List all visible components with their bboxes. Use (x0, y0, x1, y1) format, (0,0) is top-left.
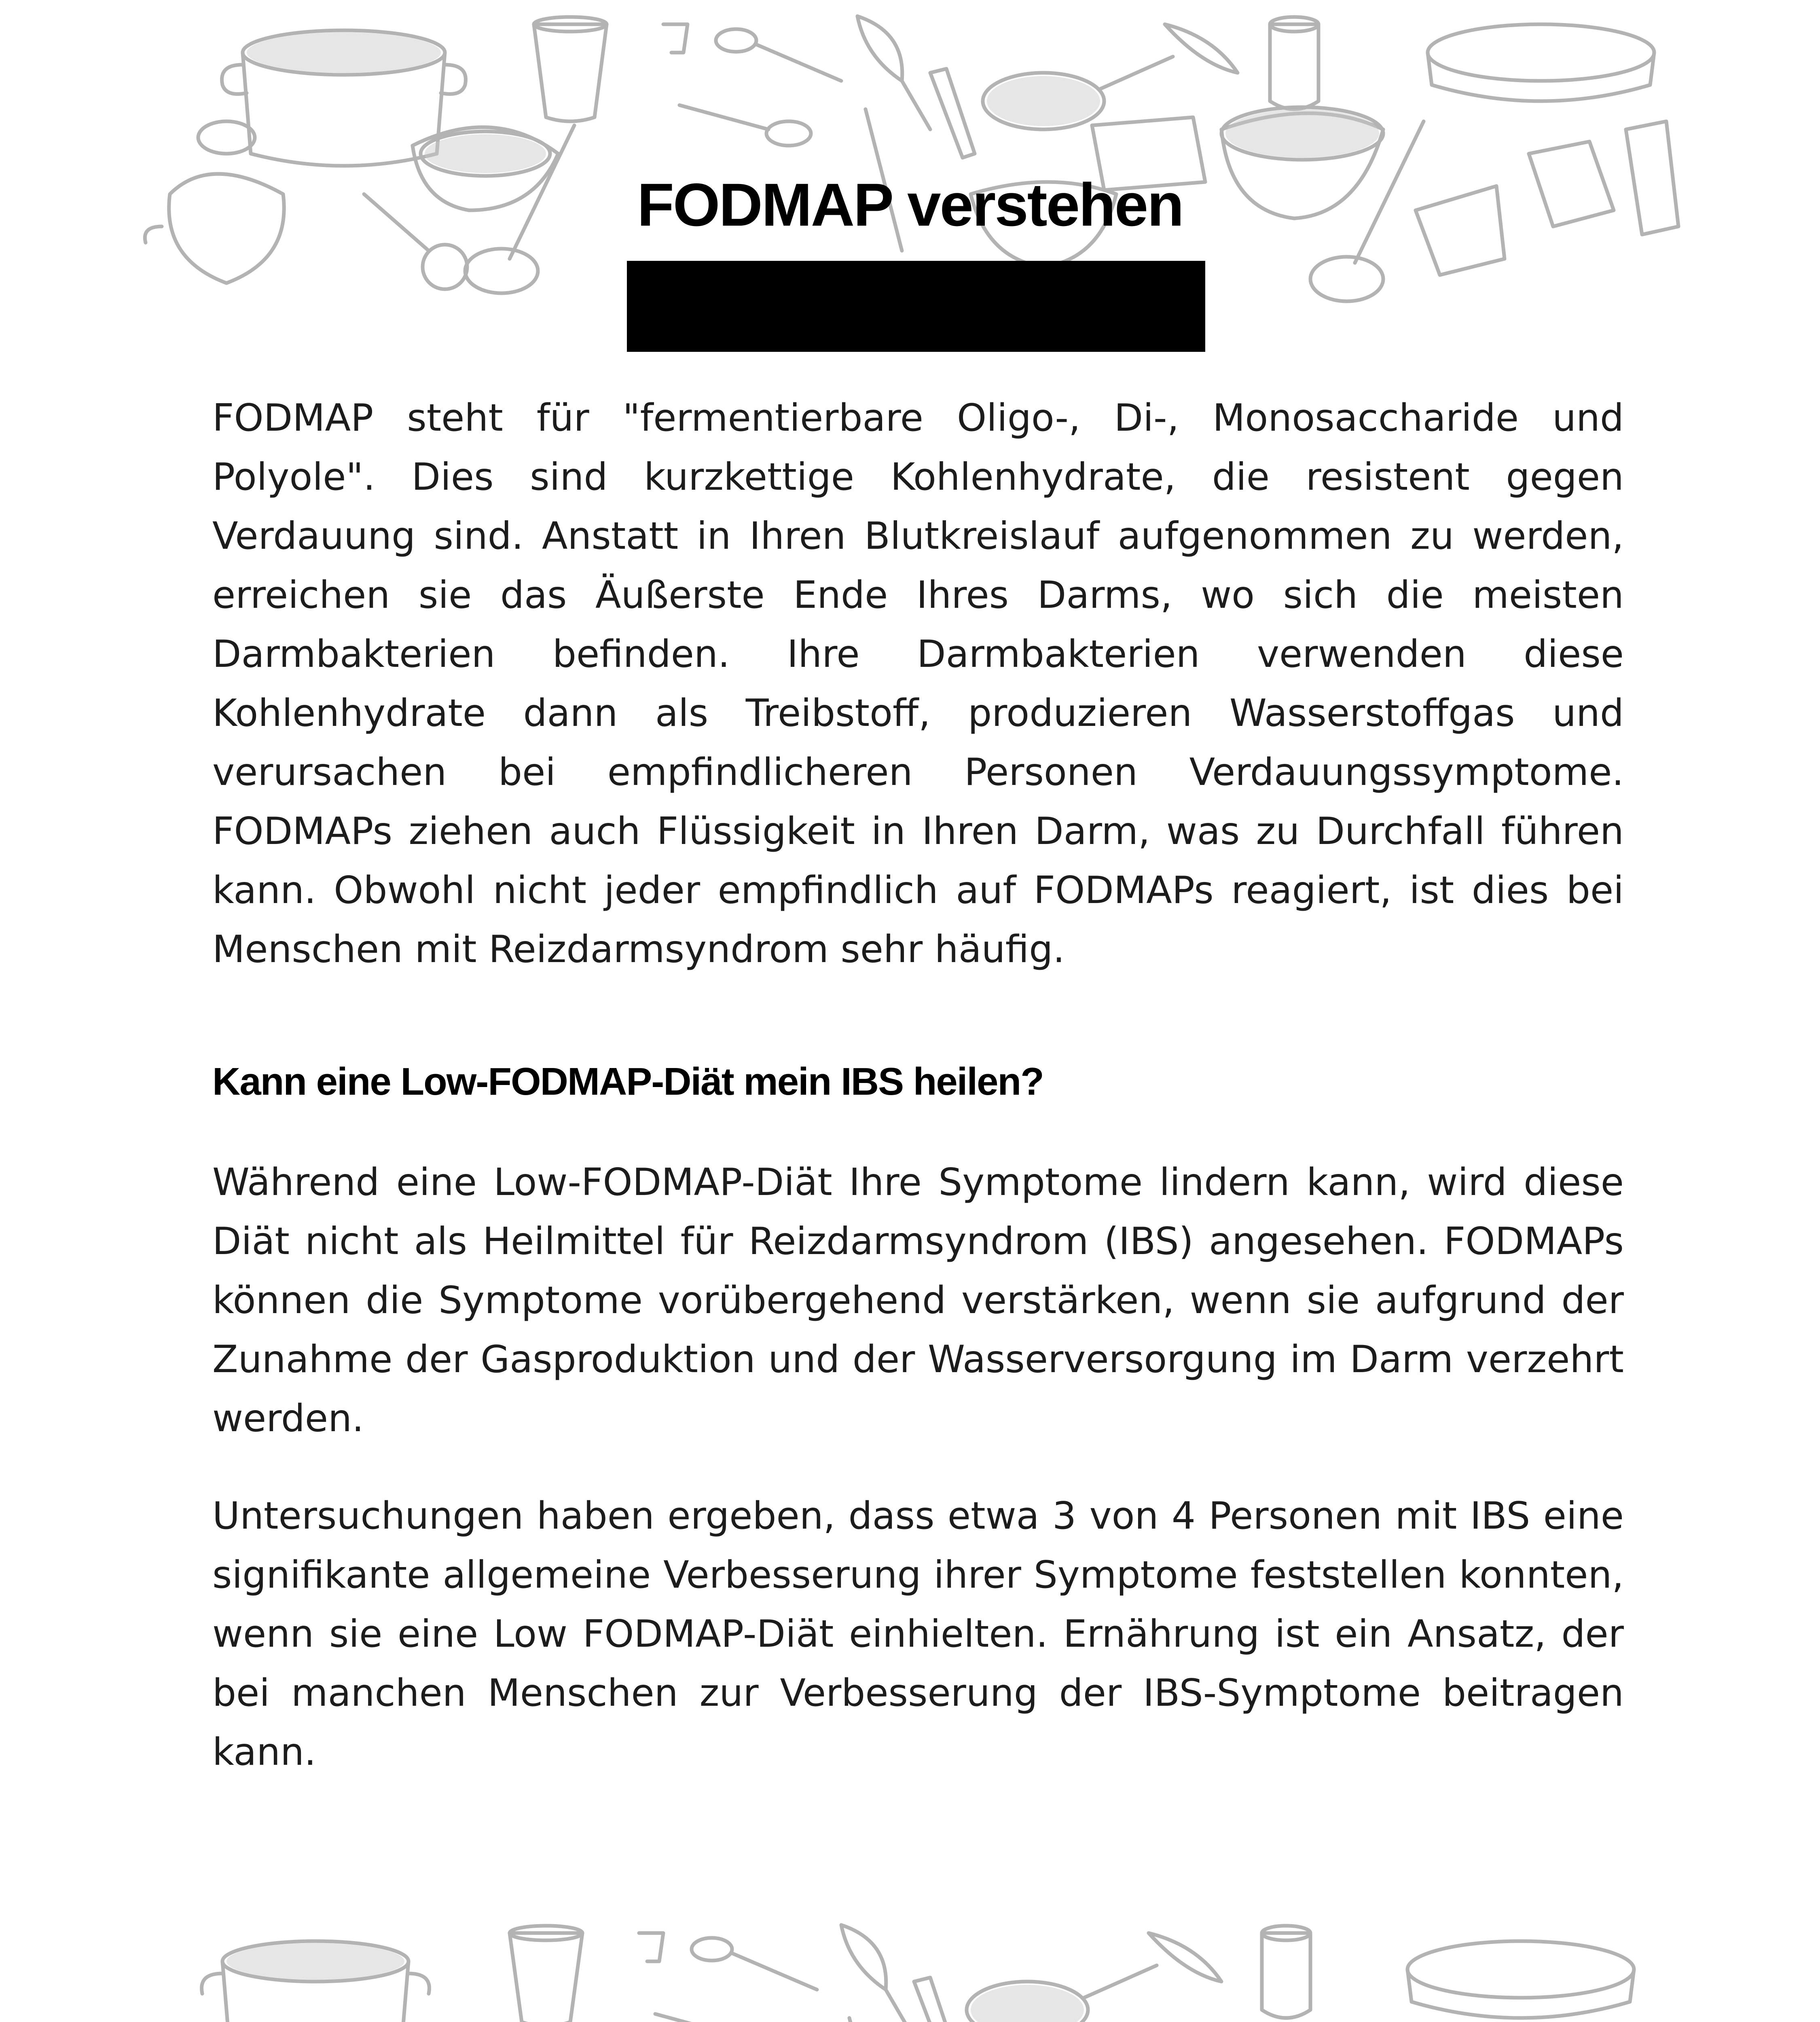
heal-paragraph: Während eine Low-FODMAP-Diät Ihre Symptome lindern kann, wird diese Diät nicht als Heilmittel für Reizdarmsyndrom (IBS) angesehen. FODMAPs können die Symptome vorübergehend verstärken, wenn sie aufgrund der Zunahme der Gasproduktion und der Wasserversorgung im Darm verzehrt werden. (212, 1160, 1624, 1440)
intro-paragraph: FODMAP steht für "fermentierbare Oligo-, Di-, Monosaccharide und Polyole". Dies sind kurzkettige Kohlenhydrate, die resistent gegen Verdauung sind. Anstatt in Ihren Blutkreislauf aufgenommen zu werden, erreichen sie das Äußerste Ende Ihres Darms, wo sich die meisten Darmbakterien befinden. Ihre Darmbakterien verwenden diese Kohlenhydrate dann als Treibstoff, produzieren Wasserstoffgas und verursachen bei empfindlicheren Personen Verdauungssymptome. FODMAPs ziehen auch Flüssigkeit in Ihren Darm, was zu Durchfall führen kann. Obwohl nicht jeder empfindlich auf FODMAPs reagiert, ist dies bei Menschen mit Reizdarmsyndrom sehr häufig. (212, 396, 1624, 971)
research-paragraph: Untersuchungen haben ergeben, dass etwa 3 von 4 Personen mit IBS eine signifikante allgemeine Verbesserung ihrer Symptome feststellen konnten, wenn sie eine Low FODMAP-Diät einhielten. Ernährung ist ein Ansatz, der bei manchen Menschen zur Verbesserung der IBS-Symptome beitragen kann. (212, 1494, 1624, 1774)
kitchen-utensils-border-bottom (0, 1909, 1820, 2022)
kitchen-utensils-icon (0, 1909, 1820, 2022)
section-heading: Kann eine Low-FODMAP-Diät mein IBS heilen? (212, 1060, 1043, 1103)
page-title: FODMAP verstehen (637, 171, 1183, 239)
redaction-bar (627, 261, 1205, 352)
main-content (212, 388, 1624, 1781)
